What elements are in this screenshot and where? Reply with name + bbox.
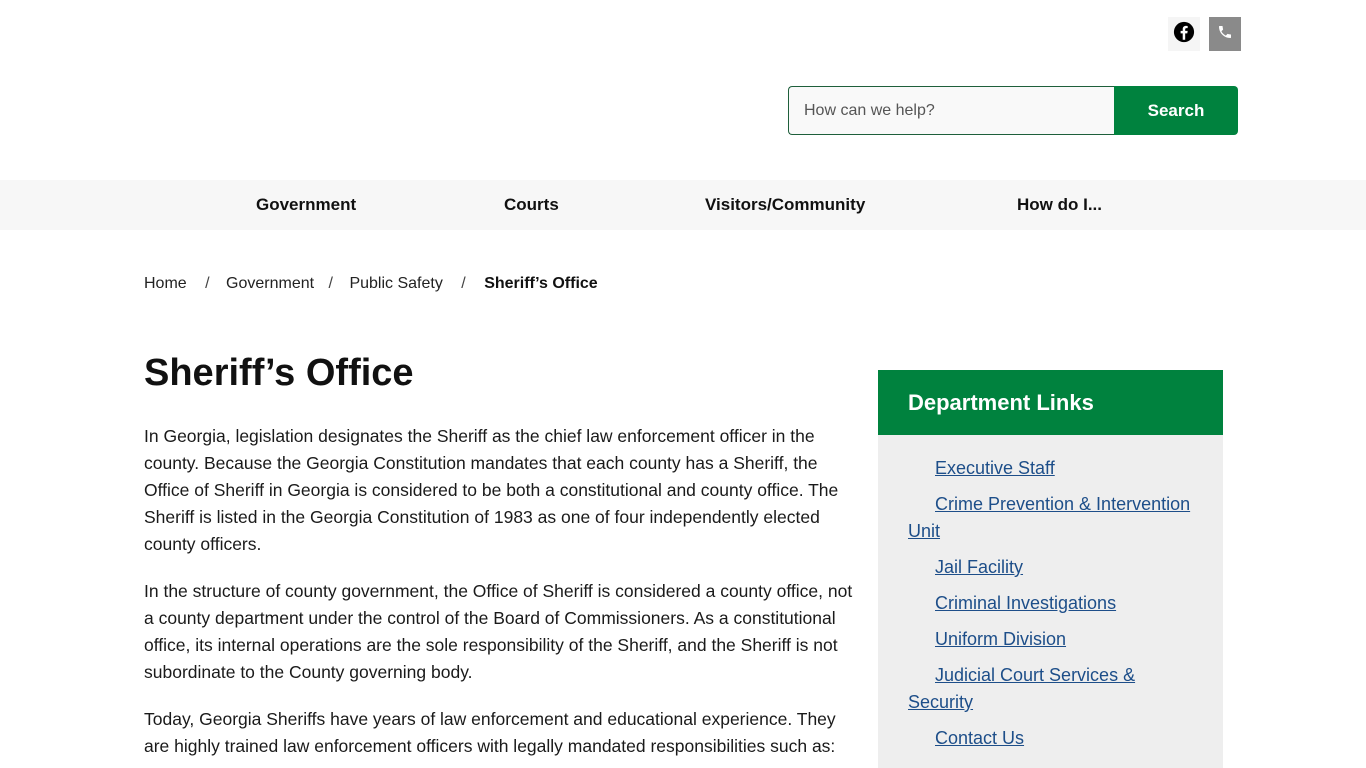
breadcrumb-separator: / — [461, 275, 466, 292]
breadcrumb-home[interactable]: Home — [144, 275, 187, 292]
breadcrumb — [144, 275, 598, 293]
paragraph: Today, Georgia Sheriffs have years of law enforcement and educational experience. They are highly trained law enforcement officers with legally mandated responsibilities such as: — [144, 709, 836, 756]
list-item — [908, 626, 1193, 653]
nav-item-government[interactable]: Government — [256, 195, 357, 214]
link-criminal-investigations[interactable]: Criminal Investigations — [935, 593, 1117, 613]
breadcrumb-current: Sheriff’s Office — [484, 275, 598, 292]
link-executive-staff[interactable]: Executive Staff — [935, 458, 1055, 478]
search-input[interactable] — [788, 86, 1114, 135]
site-header — [0, 0, 1366, 180]
link-uniform-division[interactable]: Uniform Division — [935, 629, 1067, 649]
list-item — [908, 590, 1193, 617]
search-button[interactable]: Search — [1114, 86, 1238, 135]
breadcrumb-public-safety[interactable]: Public Safety — [349, 275, 443, 292]
link-judicial-court-services[interactable]: Judicial Court Services & Security — [908, 665, 1136, 712]
main-nav — [0, 180, 1366, 230]
breadcrumb-separator: / — [205, 275, 210, 292]
nav-item-courts[interactable]: Courts — [504, 195, 559, 214]
link-crime-prevention[interactable]: Crime Prevention & Intervention Unit — [908, 494, 1191, 541]
sidebar-title: Department Links — [878, 370, 1223, 435]
breadcrumb-government[interactable]: Government — [226, 275, 315, 292]
list-item — [908, 662, 1193, 716]
social-links — [1168, 17, 1241, 51]
department-links-sidebar — [878, 370, 1223, 768]
list-item — [908, 455, 1193, 482]
nav-item-how-do-i[interactable]: How do I... — [1017, 195, 1102, 214]
phone-icon — [1217, 24, 1233, 45]
facebook-icon — [1173, 21, 1195, 48]
link-contact-us[interactable]: Contact Us — [935, 728, 1025, 748]
paragraph: In the structure of county government, the Office of Sheriff is considered a county office, not a county department under the control of the Board of Commissioners. As a constitutional office, its internal operations are the sole responsibility of the Sheriff, and the Sheriff is not subordinate to the County governing body. — [144, 581, 853, 682]
paragraph: In Georgia, legislation designates the Sheriff as the chief law enforcement officer in the county. Because the Georgia Constitution mandates that each county has a Sheriff, the Office of Sheriff in Georgia is considered to be both a constitutional and county office. The Sheriff is listed in the Georgia Constitution of 1983 as one of four independently elected county officers. — [144, 426, 839, 554]
list-item — [908, 491, 1193, 545]
page-title: Sheriff’s Office — [144, 352, 414, 394]
main-content — [144, 350, 860, 768]
department-links-list — [878, 435, 1223, 752]
phone-button[interactable] — [1209, 17, 1241, 51]
nav-item-visitors-community[interactable]: Visitors/Community — [705, 195, 866, 214]
list-item — [908, 725, 1193, 752]
search-form — [788, 86, 1238, 135]
link-jail-facility[interactable]: Jail Facility — [935, 557, 1024, 577]
breadcrumb-separator: / — [328, 275, 333, 292]
facebook-button[interactable] — [1168, 17, 1200, 51]
list-item — [908, 554, 1193, 581]
